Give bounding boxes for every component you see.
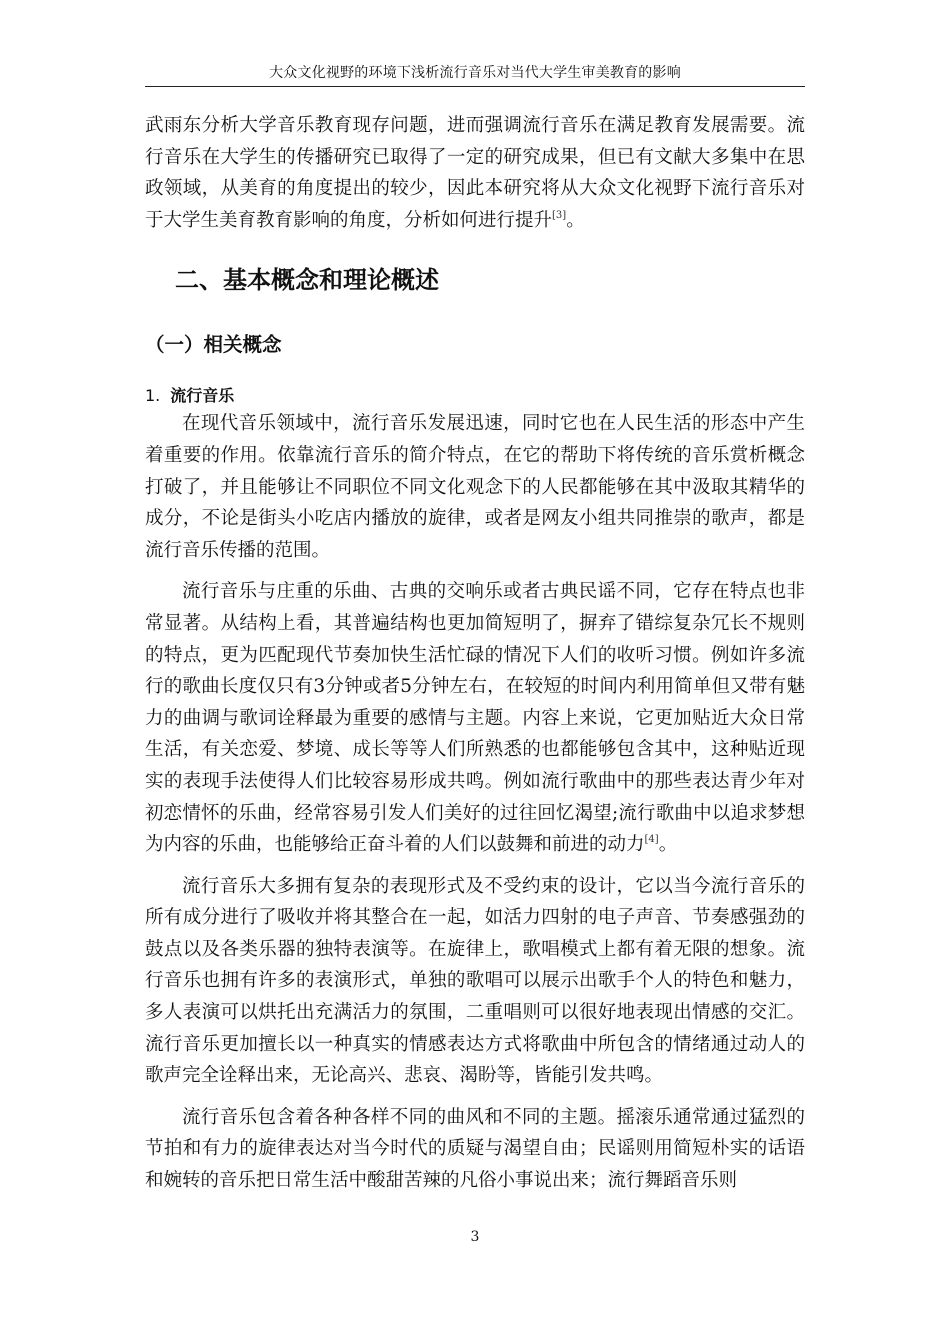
paragraph-2-text: 流行音乐与庄重的乐曲、古典的交响乐或者古典民谣不同，它存在特点也非常显著。从结构上看，其普遍结构也更加简短明了，摒弃了错综复杂冗长不规则的特点，更为匹配现代节奏加快生活忙碌的情况下人们的收听习惯。例如许多流行的歌曲长度仅只有3分钟或者5分钟左右，在较短的时间内利用简单但又带有魅力的曲调与歌词诠释最为重要的感情与主题。内容上来说，它更加贴近大众日常生活，有关恋爱、梦境、成长等等人们所熟悉的也都能够包含其中，这种贴近现实的表现手法使得人们比较容易形成共鸣。例如流行歌曲中的那些表达青少年对初恋情怀的乐曲，经常容易引发人们美好的过往回忆渴望;流行歌曲中以追求梦想为内容的乐曲，也能够给正奋斗着的人们以鼓舞和前进的动力	[145, 581, 805, 856]
section-heading: 二、基本概念和理论概述	[175, 266, 439, 295]
citation: [3]	[552, 209, 567, 221]
paragraph-2-tail: 。	[658, 834, 678, 856]
header-rule	[145, 86, 805, 87]
body-paragraph-4: 流行音乐包含着各种各样不同的曲风和不同的主题。摇滚乐通常通过猛烈的节拍和有力的旋律表达对当今时代的质疑与渴望自由；民谣则用简短朴实的话语和婉转的音乐把日常生活中酸甜苦辣的凡俗小事说出来；流行舞蹈音乐则	[145, 1106, 805, 1192]
page-body	[145, 110, 805, 1197]
intro-text: 武雨东分析大学音乐教育现存问题，进而强调流行音乐在满足教育发展需要。流行音乐在大学生的传播研究已取得了一定的研究成果，但已有文献大多集中在思政领域，从美育的角度提出的较少，因此本研究将从大众文化视野下流行音乐对于大学生美育教育影响的角度，分析如何进行提升	[145, 115, 805, 231]
body-paragraph-1: 在现代音乐领域中，流行音乐发展迅速，同时它也在人民生活的形态中产生着重要的作用。依靠流行音乐的简介特点，在它的帮助下将传统的音乐赏析概念打破了，并且能够让不同职位不同文化观念下的人民都能够在其中汲取其精华的成分，不论是街头小吃店内播放的旋律，或者是网友小组共同推崇的歌声，都是流行音乐传播的范围。	[145, 413, 805, 561]
item-title: 流行音乐	[170, 386, 235, 406]
citation: [4]	[644, 834, 659, 846]
intro-paragraph	[145, 110, 805, 236]
running-header: 大众文化视野的环境下浅析流行音乐对当代大学生审美教育的影响	[269, 65, 681, 81]
item-heading	[145, 384, 805, 408]
page-number: 3	[470, 1229, 480, 1245]
body-paragraph-3: 流行音乐大多拥有复杂的表现形式及不受约束的设计，它以当今流行音乐的所有成分进行了吸收并将其整合在一起，如活力四射的电子声音、节奏感强劲的鼓点以及各类乐器的独特表演等。在旋律上，歌唱模式上都有着无限的想象。流行音乐也拥有许多的表演形式，单独的歌唱可以展示出歌手个人的特色和魅力，多人表演可以烘托出充满活力的氛围，二重唱则可以很好地表现出情感的交汇。流行音乐更加擅长以一种真实的情感表达方式将歌曲中所包含的情绪通过动人的歌声完全诠释出来，无论高兴、悲哀、渴盼等，皆能引发共鸣。	[145, 875, 805, 1087]
subsection-heading: （一）相关概念	[145, 333, 282, 357]
item-number: 1.	[145, 386, 161, 406]
body-paragraph-2	[145, 576, 805, 860]
intro-tail: 。	[566, 209, 585, 231]
